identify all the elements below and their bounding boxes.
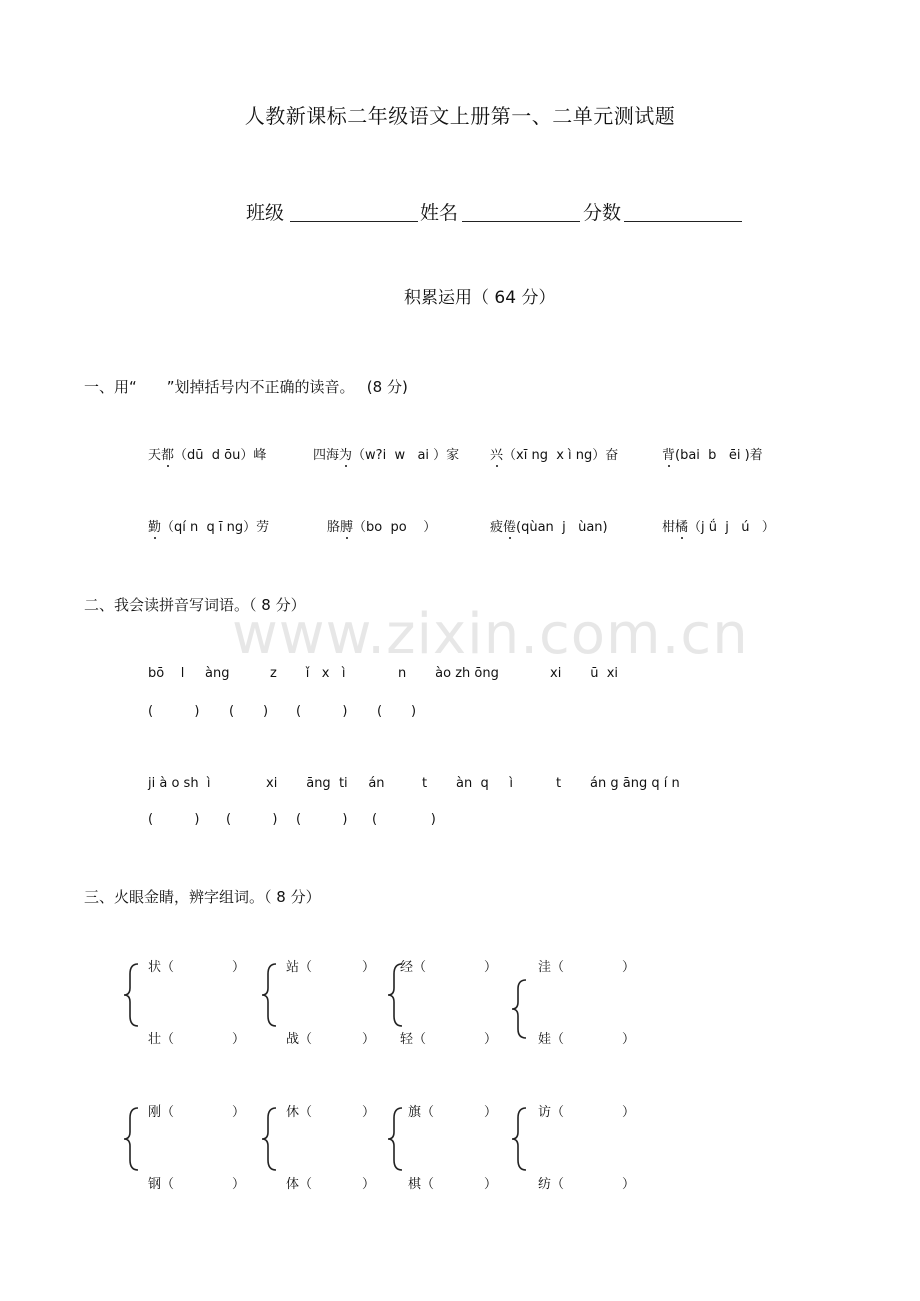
answer-blank[interactable]: ( ) [148,812,200,827]
pinyin-word: z ǐ x ì [270,666,346,681]
q1-item: 兴（xī ng x ì ng）奋 [490,448,619,463]
pair-close-paren: ） [484,1105,498,1120]
pair-close-paren: ） [484,960,498,975]
class-label: 班级 [246,202,285,224]
answer-blank[interactable]: ( ) [226,812,278,827]
brace-icon [122,962,140,1028]
page-title: 人教新课标二年级语文上册第一、二单元测试题 [244,104,676,128]
pair-close-paren: ） [622,1032,636,1047]
brace-icon [260,962,278,1028]
q1-item: 疲倦(qùan j ùan) [490,520,608,535]
q1-item: 胳膊（bo po ） [327,520,437,535]
pinyin-word: t àn q ì [422,776,514,791]
pair-bottom-word: 体（ [286,1177,313,1192]
pair-bottom-word: 战（ [286,1032,313,1047]
brace-icon [260,1106,278,1172]
class-blank[interactable] [290,221,418,222]
q1-item: 柑橘（j ǘ j ú ） [662,520,775,535]
pair-close-paren: ） [622,1105,636,1120]
answer-blank[interactable]: ( ) [296,812,348,827]
pinyin-word: bō l àng [148,666,230,681]
watermark: www.zixin.com.cn [232,602,749,667]
name-blank[interactable] [462,221,580,222]
pair-bottom-word: 壮（ [148,1032,175,1047]
q1-item: 背(bai b ēi )着 [662,448,763,463]
answer-blank[interactable]: ( ) [229,704,269,719]
pinyin-word: t án g āng q í n [556,776,680,791]
pair-bottom-word: 棋（ [408,1177,435,1192]
brace-icon [122,1106,140,1172]
question-3-title: 三、火眼金睛，辨字组词。（ 8 分） [84,888,321,906]
pair-close-paren: ） [232,1032,246,1047]
answer-blank[interactable]: ( ) [377,704,417,719]
q1-item: 勤（qí n q ī ng）劳 [148,520,270,535]
pair-close-paren: ） [362,1177,376,1192]
score-label: 分数 [583,202,622,224]
question-2-title: 二、我会读拼音写词语。（ 8 分） [84,596,306,614]
pinyin-word: xi āng ti án [266,776,385,791]
pair-bottom-word: 轻（ [400,1032,427,1047]
section-title: 积累运用（ 64 分） [404,288,556,308]
pinyin-word: n ào zh ōng [398,666,499,681]
pair-top-word: 状（ [148,960,175,975]
pair-bottom-word: 钢（ [148,1177,175,1192]
answer-blank[interactable]: ( ) [372,812,436,827]
answer-blank[interactable]: ( ) [148,704,200,719]
q1-item: 四海为（w?i w ai ）家 [313,448,460,463]
pair-close-paren: ） [622,960,636,975]
pair-close-paren: ） [362,1105,376,1120]
question-1-title: 一、用“ ”划掉括号内不正确的读音。 (8 分) [84,378,408,396]
q1-item: 天都（dū d ōu）峰 [148,448,267,463]
name-label: 姓名 [420,202,459,224]
score-blank[interactable] [624,221,742,222]
pair-top-word: 刚（ [148,1105,175,1120]
pair-bottom-word: 纺（ [538,1177,565,1192]
pair-top-word: 经（ [400,960,427,975]
pair-close-paren: ） [232,1177,246,1192]
pinyin-word: xi ū xi [550,666,619,681]
pair-top-word: 旗（ [408,1105,435,1120]
brace-icon [510,1106,528,1172]
pair-close-paren: ） [232,1105,246,1120]
answer-blank[interactable]: ( ) [296,704,348,719]
brace-icon [510,978,528,1040]
pair-top-word: 站（ [286,960,313,975]
pair-close-paren: ） [484,1177,498,1192]
pair-close-paren: ） [232,960,246,975]
pair-close-paren: ） [362,960,376,975]
pair-top-word: 访（ [538,1105,565,1120]
pair-close-paren: ） [362,1032,376,1047]
pair-top-word: 洼（ [538,960,565,975]
pinyin-word: ji à o sh ì [148,776,211,791]
pair-close-paren: ） [622,1177,636,1192]
pair-bottom-word: 娃（ [538,1032,565,1047]
pair-close-paren: ） [484,1032,498,1047]
pair-top-word: 休（ [286,1105,313,1120]
brace-icon [386,1106,404,1172]
